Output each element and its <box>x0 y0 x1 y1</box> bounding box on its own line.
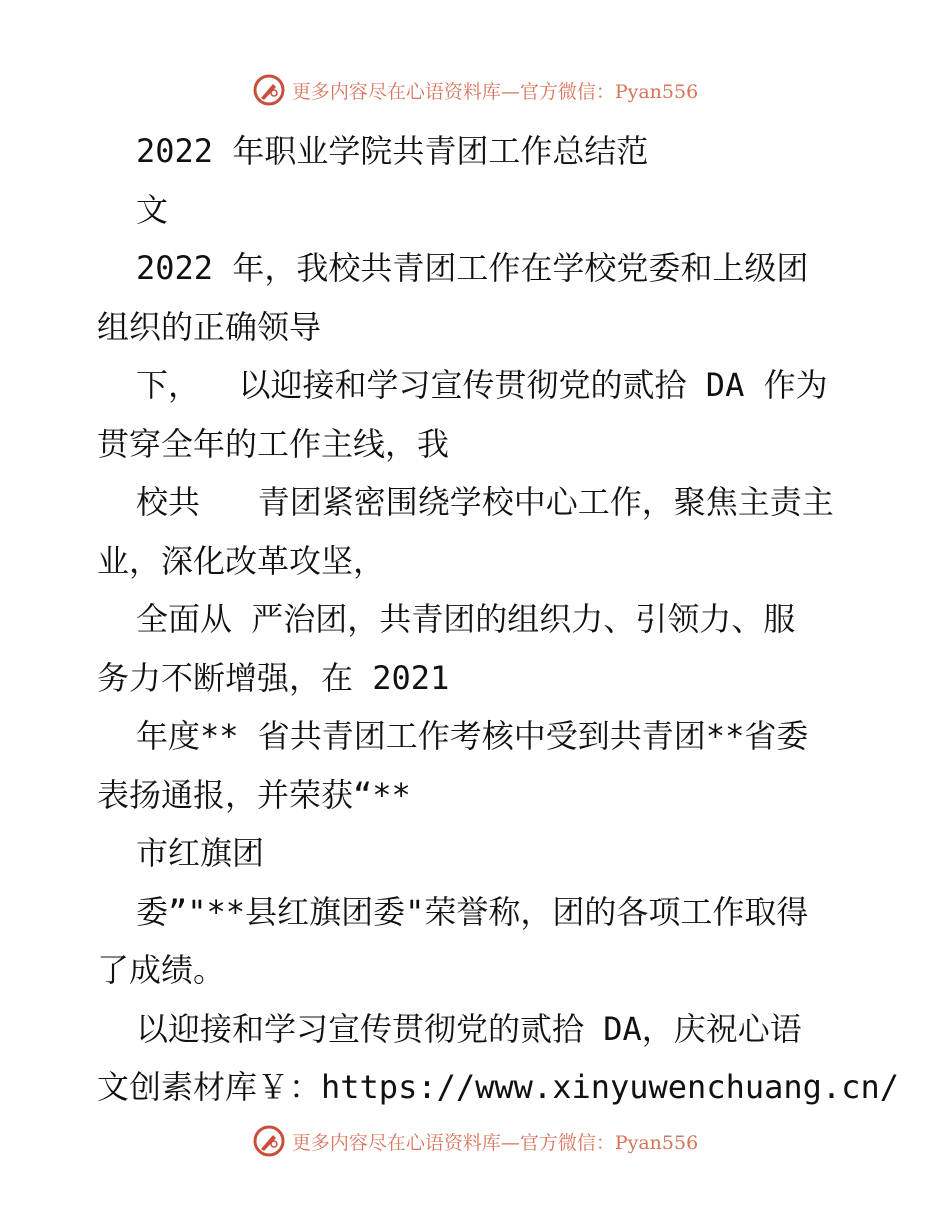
paragraph-line: 2022 年，我校共青团工作在学校党委和上级团 <box>136 249 809 287</box>
paragraph-line: 下， 以迎接和学习宣传贯彻党的贰拾 DA 作为 <box>136 366 828 404</box>
title-line-1: 2022 年职业学院共青团工作总结范 <box>136 132 649 170</box>
paragraph-line: 校共 青团紧密围绕学校中心工作，聚焦主责主 <box>136 483 834 521</box>
footer-banner-text: 更多内容尽在心语资料库—官方微信：Pyan556 <box>291 1131 699 1154</box>
pen-circle-icon <box>252 1124 286 1158</box>
paragraph-line: 年度** 省共青团工作考核中受到共青团**省委 <box>136 717 809 755</box>
paragraph-line: 文创素材库￥：https://www.xinyuwenchuang.cn/ <box>97 1068 899 1106</box>
paragraph-line: 市红旗团 <box>136 834 265 872</box>
header-banner <box>0 70 950 110</box>
paragraph-line: 全面从 严治团，共青团的组织力、引领力、服 <box>136 600 796 638</box>
footer-banner <box>0 1121 950 1161</box>
paragraph-line: 务力不断增强，在 2021 <box>97 658 450 697</box>
paragraph-line: 表扬通报，并荣获“** <box>97 775 411 814</box>
header-banner-text: 更多内容尽在心语资料库—官方微信：Pyan556 <box>291 80 699 103</box>
paragraph-line: 贯穿全年的工作主线，我 <box>97 424 450 463</box>
paragraph-line: 业，深化改革攻坚， <box>97 541 386 580</box>
paragraph-line: 以迎接和学习宣传贯彻党的贰拾 DA，庆祝心语 <box>136 1009 802 1048</box>
pen-circle-icon <box>252 73 286 107</box>
title-line-2: 文 <box>136 190 169 229</box>
paragraph-line: 委”"**县红旗团委"荣誉称，团的各项工作取得 <box>136 892 809 931</box>
document-body <box>97 122 899 1117</box>
paragraph-line: 了成绩。 <box>97 951 226 989</box>
paragraph-line: 组织的正确领导 <box>97 307 322 346</box>
